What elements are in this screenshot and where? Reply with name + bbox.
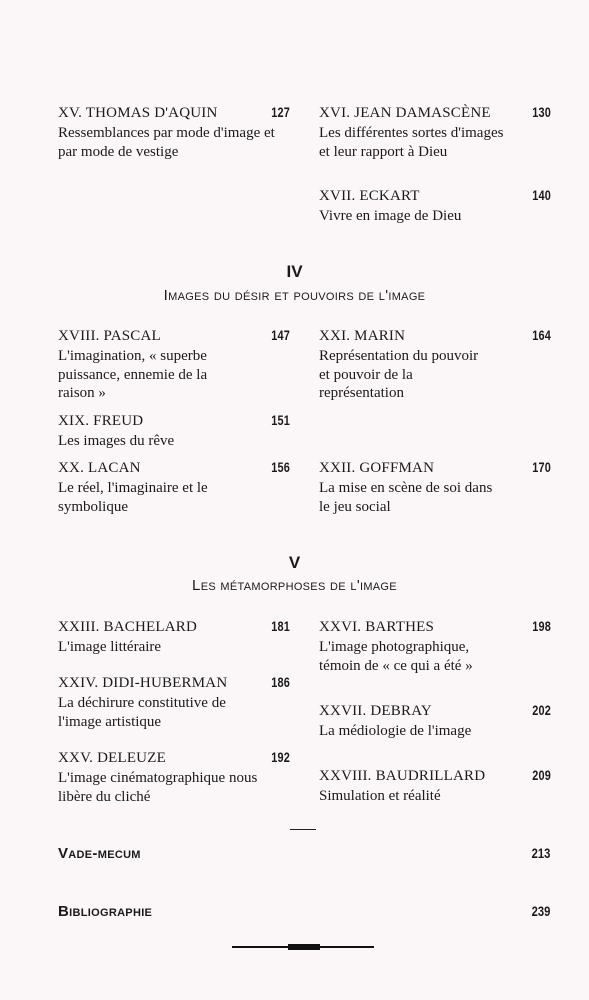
entry-heading: XV. THOMAS D'AQUIN xyxy=(58,105,218,121)
entry-heading: XXVI. BARTHES xyxy=(319,619,435,635)
toc-vade-mecum xyxy=(58,845,550,862)
entry-heading: XXVII. DEBRAY xyxy=(319,703,432,719)
entry-page-number: 192 xyxy=(271,749,290,765)
entry-description: Les différentes sortes d'images et leur rapport à Dieu xyxy=(319,125,504,160)
toc-entry-lacan xyxy=(58,458,290,516)
toc-entry-goffman xyxy=(319,458,551,516)
entry-description: Représentation du pouvoir et pouvoir de la représentation xyxy=(319,348,479,401)
entry-description: L'image photographique, témoin de « ce qui a été » xyxy=(319,639,473,674)
entry-page-number: 127 xyxy=(271,104,290,120)
entry-page-number: 151 xyxy=(271,412,290,428)
entry-description: L'image littéraire xyxy=(58,639,162,655)
back-matter-page: 239 xyxy=(531,903,550,919)
entry-page-number: 209 xyxy=(532,767,551,783)
entry-page-number: 130 xyxy=(532,104,551,120)
entry-page-number: 198 xyxy=(532,618,551,634)
entry-page-number: 140 xyxy=(532,187,551,203)
entry-heading: XXIII. BACHELARD xyxy=(58,619,198,635)
footer-ornament xyxy=(232,946,374,948)
entry-description: L'imagination, « superbe puissance, ennemie de la raison » xyxy=(58,348,208,401)
toc-entry-thomas-daquin xyxy=(58,103,290,161)
toc-entry-deleuze xyxy=(58,748,290,806)
entry-heading: XXIV. DIDI-HUBERMAN xyxy=(58,675,228,691)
back-matter-page: 213 xyxy=(531,845,550,861)
entry-description: Ressemblances par mode d'image et par mode de vestige xyxy=(58,125,275,160)
entry-page-number: 202 xyxy=(532,702,551,718)
part-iv-title: Images du désir et pouvoirs de l'image xyxy=(163,287,426,304)
entry-description: La médiologie de l'image xyxy=(319,723,472,739)
entry-heading: XVII. ECKART xyxy=(319,188,420,204)
entry-page-number: 181 xyxy=(271,618,290,634)
toc-entry-pascal xyxy=(58,326,290,403)
toc-entry-eckart xyxy=(319,186,551,226)
toc-entry-bachelard xyxy=(58,617,290,657)
entry-page-number: 164 xyxy=(532,327,551,343)
entry-page-number: 156 xyxy=(271,459,290,475)
entry-description: La déchirure constitutive de l'image artistique xyxy=(58,695,226,730)
entry-heading: XVIII. PASCAL xyxy=(58,328,161,344)
entry-heading: XIX. FREUD xyxy=(58,413,144,429)
entry-description: Les images du rêve xyxy=(58,433,175,449)
back-matter-label: Vade-mecum xyxy=(58,845,141,862)
back-matter-label: Bibliographie xyxy=(58,903,153,920)
entry-description: Vivre en image de Dieu xyxy=(319,208,462,224)
toc-entry-jean-damascene xyxy=(319,103,551,161)
entry-heading: XXVIII. BAUDRILLARD xyxy=(319,768,486,784)
entry-description: Le réel, l'imaginaire et le symbolique xyxy=(58,480,208,515)
part-iv-number: IV xyxy=(286,262,303,281)
entry-heading: XXII. GOFFMAN xyxy=(319,460,435,476)
toc-entry-debray xyxy=(319,701,551,741)
entry-description: Simulation et réalité xyxy=(319,788,441,804)
part-v-number: V xyxy=(288,553,301,572)
entry-heading: XXV. DELEUZE xyxy=(58,750,166,766)
entry-description: La mise en scène de soi dans le jeu social xyxy=(319,480,493,515)
entry-heading: XVI. JEAN DAMASCÈNE xyxy=(319,105,491,121)
entry-page-number: 147 xyxy=(271,327,290,343)
part-v-title: Les métamorphoses de l'image xyxy=(192,577,397,594)
entry-heading: XX. LACAN xyxy=(58,460,141,476)
toc-entry-barthes xyxy=(319,617,551,675)
toc-entry-marin xyxy=(319,326,551,403)
section-divider xyxy=(290,829,316,830)
entry-page-number: 170 xyxy=(532,459,551,475)
toc-entry-freud xyxy=(58,411,290,451)
toc-entry-baudrillard xyxy=(319,766,551,806)
toc-bibliographie xyxy=(58,903,550,920)
entry-page-number: 186 xyxy=(271,674,290,690)
entry-heading: XXI. MARIN xyxy=(319,328,406,344)
footer-ornament-center xyxy=(288,944,320,950)
toc-entry-didi-huberman xyxy=(58,673,290,731)
entry-description: L'image cinématographique nous libère du cliché xyxy=(58,770,258,805)
